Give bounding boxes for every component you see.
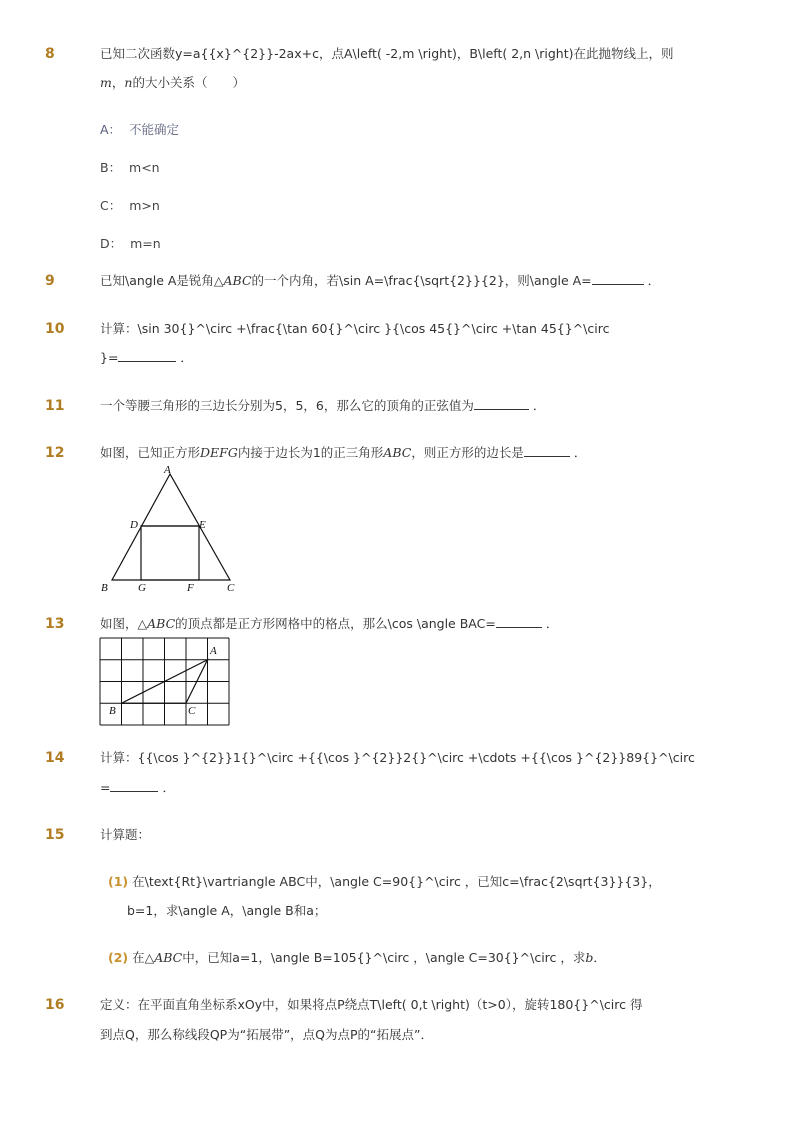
grid-figure: [98, 636, 234, 728]
question-number: 11: [45, 398, 65, 414]
text-part: 的一个内角，若\sin A=\frac{\sqrt{2}}{2}，则\angle A=: [251, 273, 592, 288]
option-label: B：: [100, 160, 122, 175]
triangle-square-figure: [96, 462, 246, 597]
option-text: m<n: [129, 160, 160, 175]
question-text-line2: [100, 73, 245, 93]
text-part: ．: [573, 445, 587, 460]
triangle-abc: ABC: [223, 273, 252, 288]
answer-blank[interactable]: [474, 397, 529, 410]
sub-question-label: (2): [108, 950, 129, 965]
answer-blank[interactable]: [496, 615, 542, 628]
text-part: ．: [532, 398, 546, 413]
sub-question-1-line2: b=1，求\angle A，\angle B和a；: [127, 903, 327, 918]
var-b: b: [585, 950, 594, 965]
option-text: m>n: [129, 198, 160, 213]
question-text: [100, 396, 545, 416]
label-a: A: [164, 464, 171, 476]
question-number: 9: [45, 273, 55, 289]
label-b: B: [101, 582, 108, 594]
text-part: 中，已知a=1，\angle B=105{}^\circ ，\angle C=30{}^\circ ，求: [182, 950, 586, 965]
square-defg: DEFG: [200, 445, 238, 460]
option-c[interactable]: [100, 196, 160, 216]
text-part: 的顶点都是正方形网格中的格点，那么\cos \angle BAC=: [175, 616, 496, 631]
option-text: m=n: [130, 236, 161, 251]
sub-question-2: [108, 948, 606, 968]
option-a[interactable]: [100, 120, 179, 140]
text-part: }=: [100, 350, 119, 365]
option-label: C：: [100, 198, 122, 213]
text-part: ．: [545, 616, 559, 631]
question-number: 12: [45, 445, 65, 461]
label-g: G: [138, 582, 146, 594]
option-label: A：: [100, 122, 122, 137]
option-b[interactable]: [100, 158, 160, 178]
question-text: [100, 614, 558, 634]
label-e: E: [199, 519, 206, 531]
question-number: 8: [45, 46, 55, 62]
option-text: 不能确定: [129, 122, 180, 137]
var-m: m: [100, 75, 112, 90]
text-part: ．: [647, 273, 661, 288]
sub-question-label: (1): [108, 874, 129, 889]
text-part: 在△: [132, 950, 155, 965]
question-text-line2: [100, 778, 175, 798]
question-text-line2: 到点Q，那么称线段QP为“拓展带”，点Q为点P的“拓展点”．: [100, 1027, 433, 1042]
question-text: 定义：在平面直角坐标系xOy中，如果将点P绕点T\left( 0,t \right)（t>0），旋转180{}^\circ 得: [100, 997, 643, 1012]
sub-question-1: [108, 872, 661, 892]
text-part: =: [100, 780, 111, 795]
answer-blank[interactable]: [592, 272, 644, 285]
question-text: 计算：{{\cos }^{2}}1{}^\circ +{{\cos }^{2}}2{}^\circ +\cdots +{{\cos }^{2}}89{}^\circ: [100, 750, 695, 765]
text-part: 如图，△: [100, 616, 148, 631]
question-text: 计算题：: [100, 827, 151, 842]
option-d[interactable]: [100, 234, 161, 254]
text-part: 如图，已知正方形: [100, 445, 201, 460]
separator: ，: [111, 75, 125, 90]
text-part: ．: [180, 350, 193, 365]
var-n: n: [124, 75, 133, 90]
label-c: C: [227, 582, 235, 594]
answer-blank[interactable]: [118, 349, 176, 362]
text-part: 内接于边长为1的正三角形: [237, 445, 384, 460]
label-a: A: [210, 645, 217, 657]
label-c: C: [188, 705, 196, 717]
option-label: D：: [100, 236, 123, 251]
label-b: B: [109, 705, 116, 717]
question-text: 计算：\sin 30{}^\circ +\frac{\tan 60{}^\circ }{\cos 45{}^\circ +\tan 45{}^\circ: [100, 321, 610, 336]
question-text: [100, 443, 586, 463]
square-outline: [141, 526, 199, 580]
answer-blank[interactable]: [524, 444, 570, 457]
triangle-abc: ABC: [154, 950, 183, 965]
question-text: 已知二次函数y=a{{x}^{2}}-2ax+c，点A\left( -2,m \right)，B\left( 2,n \right)在此抛物线上，则: [100, 46, 674, 61]
label-f: F: [187, 582, 194, 594]
question-number: 16: [45, 997, 65, 1013]
question-number: 15: [45, 827, 65, 843]
answer-blank[interactable]: [110, 779, 158, 792]
text-part: 在\text{Rt}\vartriangle ABC中，\angle C=90{}^\circ ，已知c=\frac{2\sqrt{3}}{3}，: [132, 874, 661, 889]
question-number: 10: [45, 321, 65, 337]
triangle-abc: ABC: [383, 445, 412, 460]
text-part: ．: [162, 780, 175, 795]
text-part: ．: [593, 950, 606, 965]
triangle-abc: ABC: [147, 616, 176, 631]
text-part: 已知\angle A是锐角△: [100, 273, 224, 288]
question-text: [100, 271, 660, 291]
question-text-line2: [100, 348, 193, 368]
question-number: 14: [45, 750, 65, 766]
question-number: 13: [45, 616, 65, 632]
question-text-rest: 的大小关系（ ）: [132, 75, 245, 90]
text-part: ，则正方形的边长是: [411, 445, 524, 460]
label-d: D: [130, 519, 138, 531]
text-part: 一个等腰三角形的三边长分别为5，5，6，那么它的顶角的正弦值为: [100, 398, 474, 413]
